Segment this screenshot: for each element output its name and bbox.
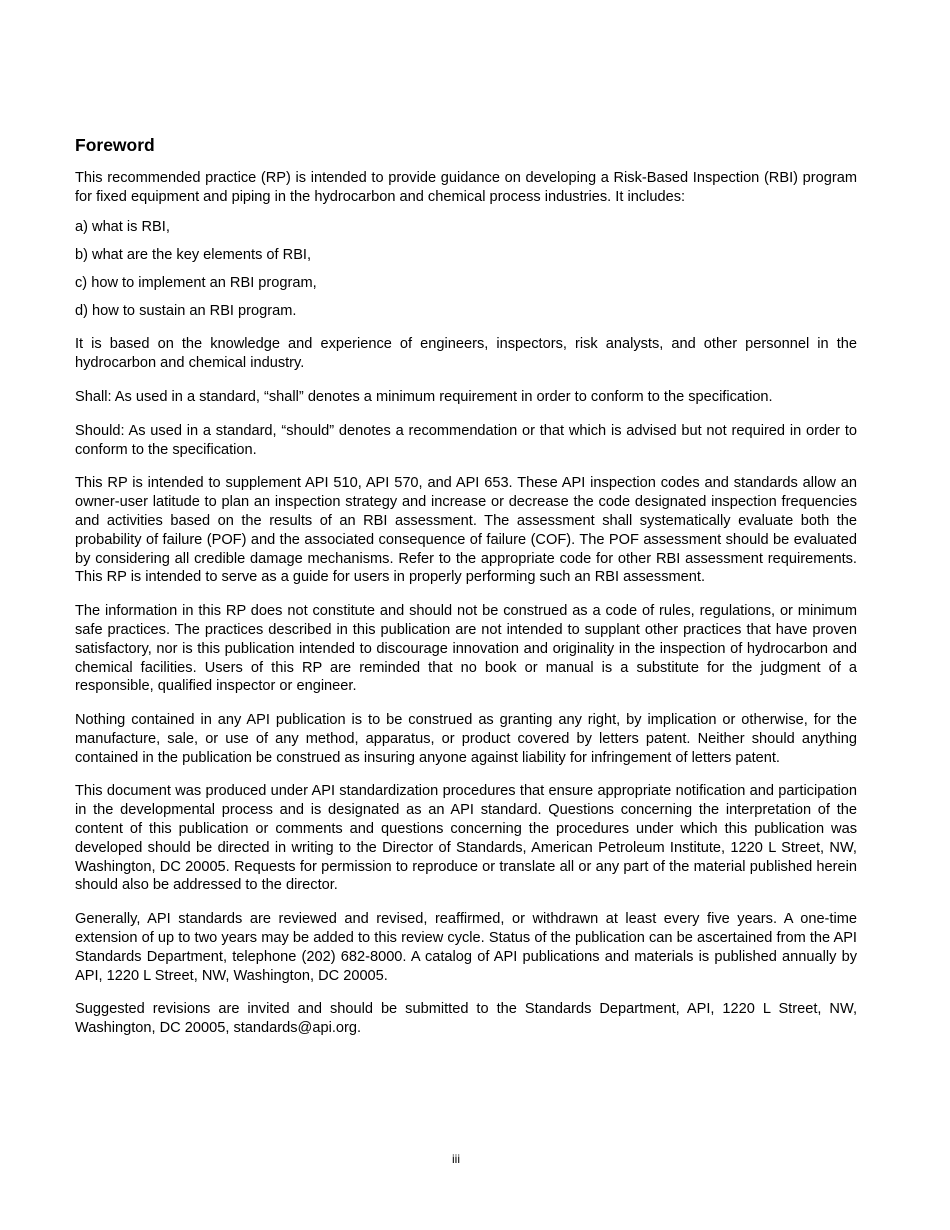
paragraph-shall-definition: Shall: As used in a standard, “shall” denotes a minimum requirement in order to conform to the specification.	[75, 388, 773, 405]
paragraph-patent: Nothing contained in any API publication is to be construed as granting any right, by implication or otherwise, for the manufacture, sale, or use of any method, apparatus, or product covered by letters patent. Neither should anything contained in the publication be construed as insuring anyone against liability for infringement of letters patent.	[75, 712, 857, 766]
document-page	[75, 133, 857, 1053]
paragraph-should-definition: Should: As used in a standard, “should” denotes a recommendation or that which is advised but not required in order to conform to the specification.	[75, 422, 857, 458]
section-heading: Foreword	[75, 135, 155, 155]
paragraph-review-cycle: Generally, API standards are reviewed and revised, reaffirmed, or withdrawn at least every five years. A one-time extension of up to two years may be added to this review cycle. Status of the publication can be ascertained from the API Standards Department, telephone (202) 682-8000. A catalog of API publications and materials is published annually by API, 1220 L Street, NW, Washington, DC 20005.	[75, 911, 857, 984]
includes-list	[75, 218, 857, 321]
paragraph-rp-scope: This RP is intended to supplement API 510, API 570, and API 653. These API inspection codes and standards allow an owner-user latitude to plan an inspection strategy and increase or decrease the code designated inspection frequencies and activities based on the results of an RBI assessment. The assessment shall systematically evaluate both the probability of failure (POF) and the associated consequence of failure (COF). The POF assessment should be evaluated by considering all credible damage mechanisms. Refer to the appropriate code for other RBI assessment requirements. This RP is intended to serve as a guide for users in properly performing such an RBI assessment.	[75, 475, 857, 586]
paragraph-procedures: This document was produced under API standardization procedures that ensure appropriate notification and participation in the developmental process and is designated as an API standard. Questions concerning the interpretation of the content of this publication or comments and questions concerning the procedures under which this publication was developed should be directed in writing to the Director of Standards, American Petroleum Institute, 1220 L Street, NW, Washington, DC 20005. Requests for permission to reproduce or translate all or any part of the material published herein should also be addressed to the director.	[75, 783, 857, 894]
page-number: iii	[452, 1152, 460, 1166]
list-item: a) what is RBI,	[75, 218, 170, 235]
list-item: b) what are the key elements of RBI,	[75, 246, 312, 263]
list-item: d) how to sustain an RBI program.	[75, 302, 297, 319]
paragraph-revisions: Suggested revisions are invited and should be submitted to the Standards Department, API, 1220 L Street, NW, Washington, DC 20005, standards@api.org.	[75, 1001, 857, 1037]
intro-paragraph: This recommended practice (RP) is intended to provide guidance on developing a Risk-Based Inspection (RBI) program for fixed equipment and piping in the hydrocarbon and chemical process industries. It includes:	[75, 170, 857, 205]
paragraph-knowledge: It is based on the knowledge and experience of engineers, inspectors, risk analysts, and other personnel in the hydrocarbon and chemical industry.	[75, 336, 857, 372]
list-item: c) how to implement an RBI program,	[75, 274, 317, 291]
paragraph-disclaimer: The information in this RP does not constitute and should not be construed as a code of rules, regulations, or minimum safe practices. The practices described in this publication are not intended to supplant other practices that have proven satisfactory, nor is this publication intended to discourage innovation and originality in the inspection of hydrocarbon and chemical facilities. Users of this RP are reminded that no book or manual is a substitute for the judgment of a responsible, qualified inspector or engineer.	[75, 603, 857, 695]
